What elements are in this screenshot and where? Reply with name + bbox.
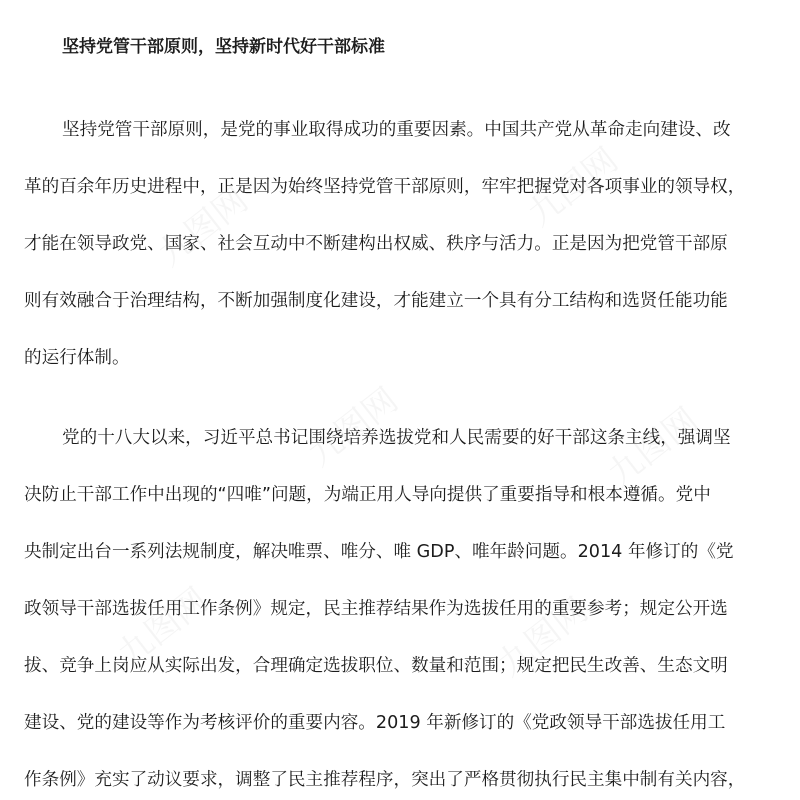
watermark: 九图网 xyxy=(490,590,596,685)
paragraph-line: 则有效融合于治理结构，不断加强制度化建设，才能建立一个具有分工结构和选贤任能功能 xyxy=(24,291,728,311)
watermark: 九图网 xyxy=(520,140,626,235)
paragraph-line: 建设、党的建设等作为考核评价的重要内容。2019 年新修订的《党政领导干部选拔任用工 xyxy=(24,713,726,733)
paragraph-line: 党的十八大以来，习近平总书记围绕培养选拔党和人民需要的好干部这条主线，强调坚 xyxy=(62,428,731,448)
paragraph-line: 作条例》充实了动议要求，调整了民主推荐程序，突出了严格贯彻执行民主集中制有关内容， xyxy=(24,770,746,790)
watermark: 九图网 xyxy=(110,580,216,675)
paragraph-line: 央制定出台一系列法规制度，解决唯票、唯分、唯 GDP、唯年龄问题。2014 年修订的《党 xyxy=(24,542,734,562)
document-title: 坚持党管干部原则，坚持新时代好干部标准 xyxy=(62,37,385,57)
paragraph-line: 政领导干部选拔任用工作条例》规定，民主推荐结果作为选拔任用的重要参考；规定公开选 xyxy=(24,599,728,619)
paragraph-line: 才能在领导政党、国家、社会互动中不断建构出权威、秩序与活力。正是因为把党管干部原 xyxy=(24,234,728,254)
paragraph-line: 坚持党管干部原则，是党的事业取得成功的重要因素。中国共产党从革命走向建设、改 xyxy=(62,120,731,140)
paragraph-line: 拔、竞争上岗应从实际出发，合理确定选拔职位、数量和范围；规定把民生改善、生态文明 xyxy=(24,656,728,676)
watermark: 九图网 xyxy=(600,400,706,495)
watermark: 九图网 xyxy=(300,380,406,475)
paragraph-line: 决防止干部工作中出现的“四唯”问题，为端正用人导向提供了重要指导和根本遵循。党中 xyxy=(24,485,711,505)
watermark: 九图网 xyxy=(150,180,256,275)
paragraph-line: 的运行体制。 xyxy=(24,348,130,368)
paragraph-line: 革的百余年历史进程中，正是因为始终坚持党管干部原则，牢牢把握党对各项事业的领导权， xyxy=(24,177,746,197)
